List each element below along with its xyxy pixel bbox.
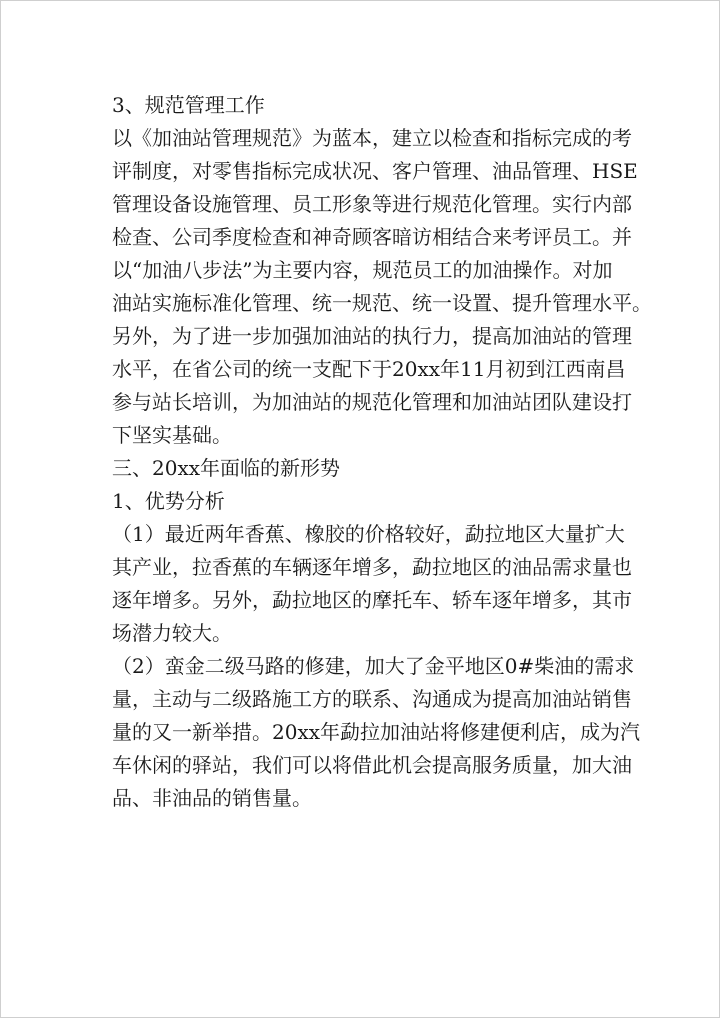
paragraph-line: 另外，为了进一步加强加油站的执行力，提高加油站的管理 [112, 324, 632, 348]
paragraph-line: 量的又一新举措。20xx年勐拉加油站将修建便利店，成为汽 [112, 720, 641, 744]
paragraph-line: 其产业，拉香蕉的车辆逐年增多，勐拉地区的油品需求量也 [112, 555, 632, 579]
paragraph-line: 水平，在省公司的统一支配下于20xx年11月初到江西南昌 [112, 357, 626, 381]
document-body [112, 89, 652, 815]
section-heading: 3、规范管理工作 [112, 93, 265, 117]
paragraph-line: 下坚实基础。 [112, 423, 232, 447]
paragraph-line: 场潜力较大。 [112, 621, 232, 645]
paragraph-line: 量，主动与二级路施工方的联系、沟通成为提高加油站销售 [112, 687, 632, 711]
paragraph-line: 以《加油站管理规范》为蓝本，建立以检查和指标完成的考 [112, 126, 632, 150]
paragraph-line: 品、非油品的销售量。 [112, 786, 312, 810]
paragraph-line: 以“加油八步法”为主要内容，规范员工的加油操作。对加 [112, 258, 613, 282]
section-heading: 三、20xx年面临的新形势 [112, 456, 341, 480]
paragraph-line: 逐年增多。另外，勐拉地区的摩托车、轿车逐年增多，其市 [112, 588, 632, 612]
paragraph-line: 油站实施标准化管理、统一规范、统一设置、提升管理水平。 [112, 291, 652, 315]
paragraph-line: （1）最近两年香蕉、橡胶的价格较好，勐拉地区大量扩大 [112, 522, 625, 546]
paragraph-line: （2）蛮金二级马路的修建，加大了金平地区0#柴油的需求 [112, 654, 635, 678]
paragraph-line: 车休闲的驿站，我们可以将借此机会提高服务质量，加大油 [112, 753, 632, 777]
paragraph-line: 参与站长培训，为加油站的规范化管理和加油站团队建设打 [112, 390, 632, 414]
paragraph-line: 评制度，对零售指标完成状况、客户管理、油品管理、HSE [112, 159, 638, 183]
paragraph-line: 检查、公司季度检查和神奇顾客暗访相结合来考评员工。并 [112, 225, 632, 249]
subsection-heading: 1、优势分析 [112, 489, 225, 513]
paragraph-line: 管理设备设施管理、员工形象等进行规范化管理。实行内部 [112, 192, 632, 216]
